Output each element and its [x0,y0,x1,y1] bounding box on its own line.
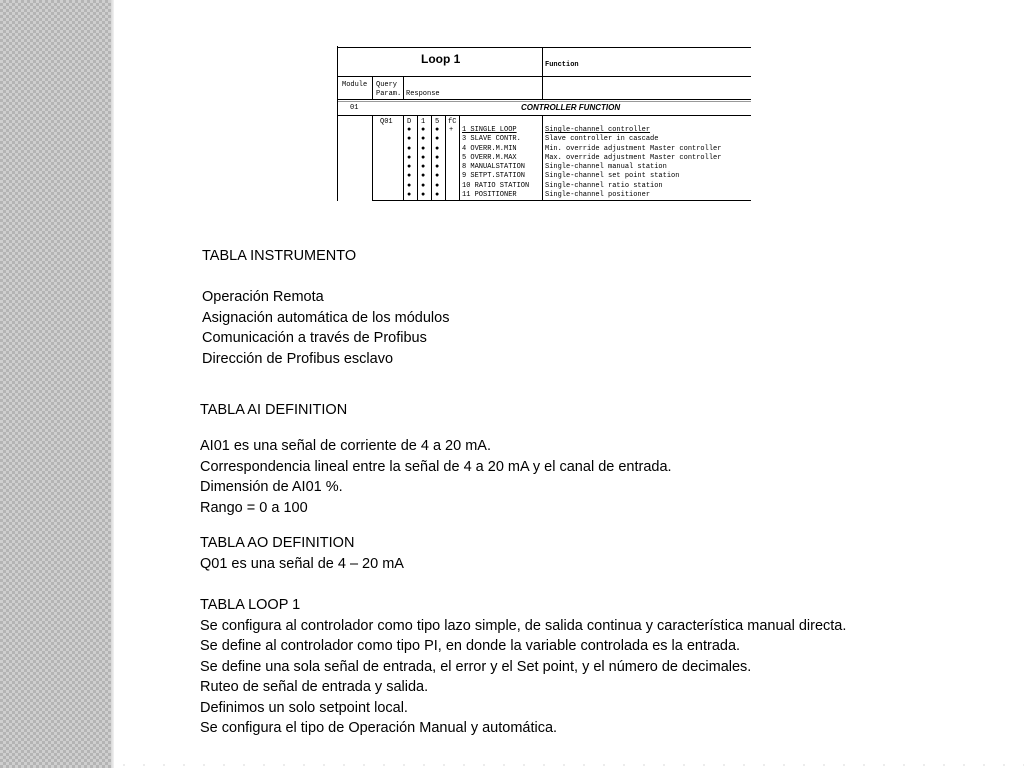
flag-dot: ● [435,153,440,162]
section-line: Ruteo de señal de entrada y salida. [200,679,429,695]
flag-dot: ● [421,153,426,162]
response-cell: 8 MANUALSTATION [462,163,526,172]
flag-dot: ● [435,135,440,144]
flag-dot: ● [421,135,426,144]
section-line: Correspondencia lineal entre la señal de 4 a 20 mA y el canal de entrada. [200,458,672,475]
section-title: TABLA AI DEFINITION [200,402,348,418]
loop-table-image [337,46,751,201]
query-header: Query [376,81,398,89]
flag-dot: ● [435,163,440,172]
response-header: Response [406,90,440,98]
flag-plus: + [449,126,454,134]
flag-header-1: 1 [421,118,426,126]
flag-dot: ● [421,126,426,134]
flag-dot: ● [407,163,412,172]
flag-dot: ● [435,172,440,181]
flag-col-5 [435,126,439,200]
loop-title: Loop 1 [421,52,461,66]
flag-dot: ● [435,126,440,134]
function-cell: Single-channel set point station [545,172,680,181]
response-cell: 9 SETPT.STATION [462,172,526,181]
section-title: TABLA AO DEFINITION [200,535,355,551]
section-line: Se define al controlador como tipo PI, en donde la variable controlada es la entrada. [200,638,741,654]
section-line: Operación Remota [202,289,324,305]
section-line: Definimos un solo setpoint local. [200,699,408,716]
flag-header-fc: fC [448,118,457,126]
flag-dot: ● [435,191,440,200]
flag-dot: ● [407,135,412,144]
section-instrumento [202,246,449,369]
flag-dot: ● [407,153,412,162]
response-col [462,126,529,200]
flag-col-d [407,126,411,200]
section-ai-title-block [200,400,347,421]
flag-dot: ● [435,144,440,153]
function-cell: Single-channel manual station [545,163,667,172]
section-line: Comunicación a través de Profibus [202,330,427,346]
section-line: Se configura el tipo de Operación Manual y automática. [200,720,558,736]
section-title: TABLA INSTRUMENTO [202,248,357,264]
response-cell: 5 OVERR.M.MAX [462,153,517,162]
flag-col-fc [449,126,453,135]
flag-header-d: D [407,118,412,126]
response-cell: 3 SLAVE CONTR. [462,135,521,144]
flag-col-1 [421,126,425,200]
flag-dot: ● [421,191,426,200]
flag-dot: ● [407,172,412,181]
section-line: Q01 es una señal de 4 – 20 mA [200,555,404,572]
query-value: Q01 [380,118,393,126]
response-cell: 4 OVERR.M.MIN [462,144,517,153]
function-cell: Single-channel controller [545,126,651,134]
section-loop [200,595,846,739]
section-ao [200,533,404,574]
section-line: Se define una sola señal de entrada, el error y el Set point, y el número de decimales. [200,658,752,675]
response-cell: 11 POSITIONER [462,191,517,200]
section-line: AI01 es una señal de corriente de 4 a 20 mA. [200,438,491,454]
flag-dot: ● [435,181,440,190]
section-line: Dimensión de AI01 %. [200,479,343,495]
module-value: 01 [350,104,359,112]
section-ai [200,436,672,518]
controller-function-title: CONTROLLER FUNCTION [521,103,621,112]
flag-dot: ● [421,163,426,172]
function-header: Function [545,61,579,69]
function-cell: Single-channel ratio station [545,181,663,190]
flag-dot: ● [407,181,412,190]
left-decorative-border [0,0,114,768]
flag-dot: ● [421,172,426,181]
bottom-dotted-border [114,762,1024,768]
function-col [545,126,721,200]
response-cell: 1 SINGLE LOOP [462,126,517,134]
flag-header-5: 5 [435,118,440,126]
param-header: Param. [376,90,402,98]
flag-dot: ● [421,181,426,190]
flag-dot: ● [407,126,412,134]
flag-dot: ● [407,144,412,153]
function-cell: Min. override adjustment Master controller [545,144,722,153]
section-title: TABLA LOOP 1 [200,597,301,613]
section-line: Dirección de Profibus esclavo [202,350,394,367]
function-cell: Slave controller in cascade [545,135,659,144]
section-line: Asignación automática de los módulos [202,309,450,326]
module-header: Module [342,81,368,89]
response-cell: 10 RATIO STATION [462,181,530,190]
section-line: Rango = 0 a 100 [200,499,308,516]
flag-dot: ● [407,191,412,200]
function-cell: Max. override adjustment Master controller [545,153,722,162]
section-line: Se configura al controlador como tipo lazo simple, de salida continua y característica manual directa. [200,617,847,634]
flag-dot: ● [421,144,426,153]
function-cell: Single-channel positioner [545,191,651,200]
